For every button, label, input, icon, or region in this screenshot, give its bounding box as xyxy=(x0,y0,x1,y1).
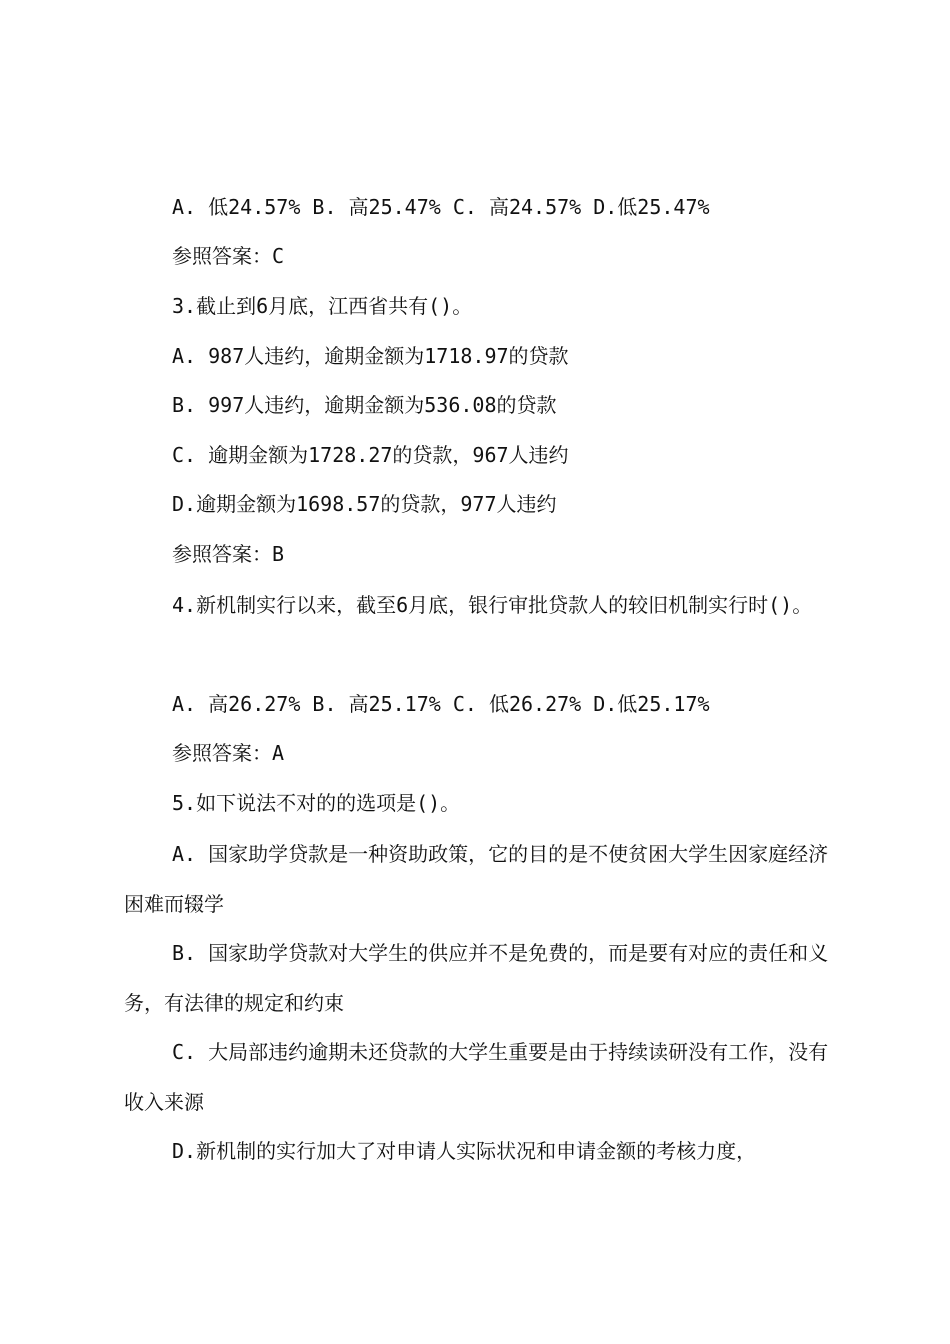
q3-option-d: D.逾期金额为1698.57的贷款，977人违约 xyxy=(172,492,557,516)
q4-answer: 参照答案：A xyxy=(172,741,285,765)
q4-question: 4.新机制实行以来，截至6月底，银行审批贷款人的较旧机制实行时()。 xyxy=(172,593,813,617)
q5-option-a: A. 国家助学贷款是一种资助政策，它的目的是不使贫困大学生因家庭经济困难而辍学 xyxy=(124,842,829,916)
q5-option-c: C. 大局部违约逾期未还贷款的大学生重要是由于持续读研没有工作，没有收入来源 xyxy=(124,1040,829,1114)
q5-question: 5.如下说法不对的的选项是()。 xyxy=(172,791,461,815)
q5-option-b: B. 国家助学贷款对大学生的供应并不是免费的，而是要有对应的责任和义务，有法律的规定和约束 xyxy=(124,941,829,1015)
q3-answer: 参照答案：B xyxy=(172,542,285,566)
q4-options: A. 高26.27% B. 高25.17% C. 低26.27% D.低25.17% xyxy=(172,692,710,716)
q2-options: A. 低24.57% B. 高25.47% C. 高24.57% D.低25.47% xyxy=(172,195,710,219)
q2-answer: 参照答案：C xyxy=(172,244,285,268)
q3-option-a: A. 987人违约，逾期金额为1718.97的贷款 xyxy=(172,344,569,368)
q5-option-d: D.新机制的实行加大了对申请人实际状况和申请金额的考核力度， xyxy=(172,1139,757,1163)
q3-question: 3.截止到6月底，江西省共有()。 xyxy=(172,294,473,318)
q3-option-c: C. 逾期金额为1728.27的贷款，967人违约 xyxy=(172,443,569,467)
q3-option-b: B. 997人违约，逾期金额为536.08的贷款 xyxy=(172,393,557,417)
